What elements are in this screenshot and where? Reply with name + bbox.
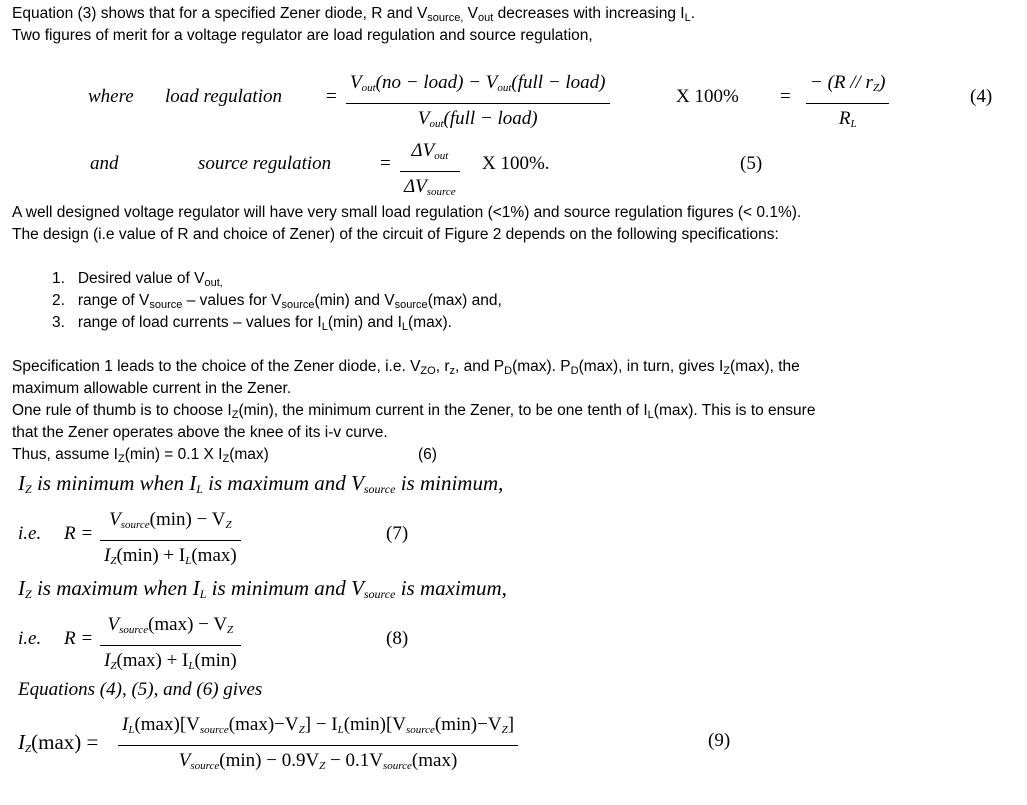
eq4-equals-2: = bbox=[780, 86, 791, 107]
condition-7: $I_Z$ is minimum when $I_L$ is maximum and $V_{source}$ is minimum, bbox=[18, 471, 504, 496]
list-item: 2. range of $V_{source}$ – values for $V_{source}(\min)$ and $V_{source}(\max)$ and, bbox=[52, 292, 502, 311]
eq4-times: X 100% bbox=[676, 86, 739, 107]
eq7-fraction: $\frac{V_{source}(\min) - V_Z}{I_Z(\min) + I_L(\max)}$ bbox=[100, 505, 241, 576]
eq7-R: R = bbox=[64, 523, 94, 544]
list-item: 1. Desired value of $V_{out,}$ bbox=[52, 270, 223, 289]
eq4-equals: = bbox=[326, 86, 337, 107]
list-item: 3. range of load currents – values for $I_L(\min)$ and $I_L(\max)$. bbox=[52, 314, 452, 333]
eq4-fraction: $\frac{V_{out}(no - load) - V_{out}(full - load)}{V_{out}(full - load)}$ bbox=[346, 68, 610, 139]
eq4-label: load regulation bbox=[165, 86, 282, 107]
eq9-lhs: $I_Z(\max)$ = bbox=[18, 730, 99, 755]
eq5-label: source regulation bbox=[198, 153, 332, 174]
condition-8: $I_Z$ is maximum when $I_L$ is minimum and $V_{source}$ is maximum, bbox=[18, 576, 507, 601]
intro-line-1: Equation (3) shows that for a specified Zener diode, R and $V_{source,}$ $V_{out}$ decreases with increasing $I_L$. bbox=[12, 5, 696, 24]
eq8-R: R = bbox=[64, 628, 94, 649]
eq6-number: (6) bbox=[418, 446, 437, 463]
eq8-fraction: $\frac{V_{source}(\max) - V_Z}{I_Z(\max) + I_L(\min)}$ bbox=[100, 610, 241, 681]
para3-line-4: that the Zener operates above the knee of its i-v curve. bbox=[12, 424, 388, 441]
para3-line-3: One rule of thumb is to choose $I_Z(\min)$, the minimum current in the Zener, to be one tenth of $I_L(\max)$. This is to ensure bbox=[12, 402, 816, 421]
eq7-number: (7) bbox=[386, 523, 409, 544]
intro-line-2: Two figures of merit for a voltage regulator are load regulation and source regulation, bbox=[12, 27, 593, 44]
eq4-number: (4) bbox=[970, 86, 993, 107]
gives-line: Equations (4), (5), and (6) gives bbox=[18, 679, 263, 700]
para2-line-2: The design (i.e value of R and choice of Zener) of the circuit of Figure 2 depends on the following specifications: bbox=[12, 226, 779, 243]
eq5-and: and bbox=[90, 153, 119, 174]
para3-line-2: maximum allowable current in the Zener. bbox=[12, 380, 292, 397]
eq8-number: (8) bbox=[386, 628, 409, 649]
eq8-ie: i.e. bbox=[18, 628, 42, 649]
eq4-rhs-fraction: $\frac{- (R // r_Z)}{R_L}$ bbox=[806, 68, 889, 139]
eq7-ie: i.e. bbox=[18, 523, 42, 544]
eq5-fraction: $\frac{\Delta V_{out}}{\Delta V_{source}}$ bbox=[400, 136, 460, 207]
eq9-number: (9) bbox=[708, 730, 731, 751]
eq5-times: X 100%. bbox=[482, 153, 550, 174]
eq5-number: (5) bbox=[740, 153, 763, 174]
para2-line-1: A well designed voltage regulator will have very small load regulation (<1%) and source regulation figures (< 0.1%). bbox=[12, 204, 802, 221]
para3-line-1: Specification 1 leads to the choice of the Zener diode, i.e. $V_{ZO}$, $r_z$, and $P_D(\max)$. $P_D(\max)$, in turn, gives $I_Z(\max)$, the bbox=[12, 358, 800, 377]
eq9-fraction: $\frac{I_L(\max)[V_{source}(\max)-V_Z] - I_L(\min)[V_{source}(\min)-V_Z]}{V_{source}(\min) - 0.9V_Z - 0.1V_{source}(\max)}$ bbox=[118, 710, 518, 781]
eq5-equals: = bbox=[380, 153, 391, 174]
eq4-where: where bbox=[88, 86, 134, 107]
para3-line-5: Thus, assume $I_Z(\min) = 0.1$ X $I_Z(\max)$ bbox=[12, 446, 269, 465]
